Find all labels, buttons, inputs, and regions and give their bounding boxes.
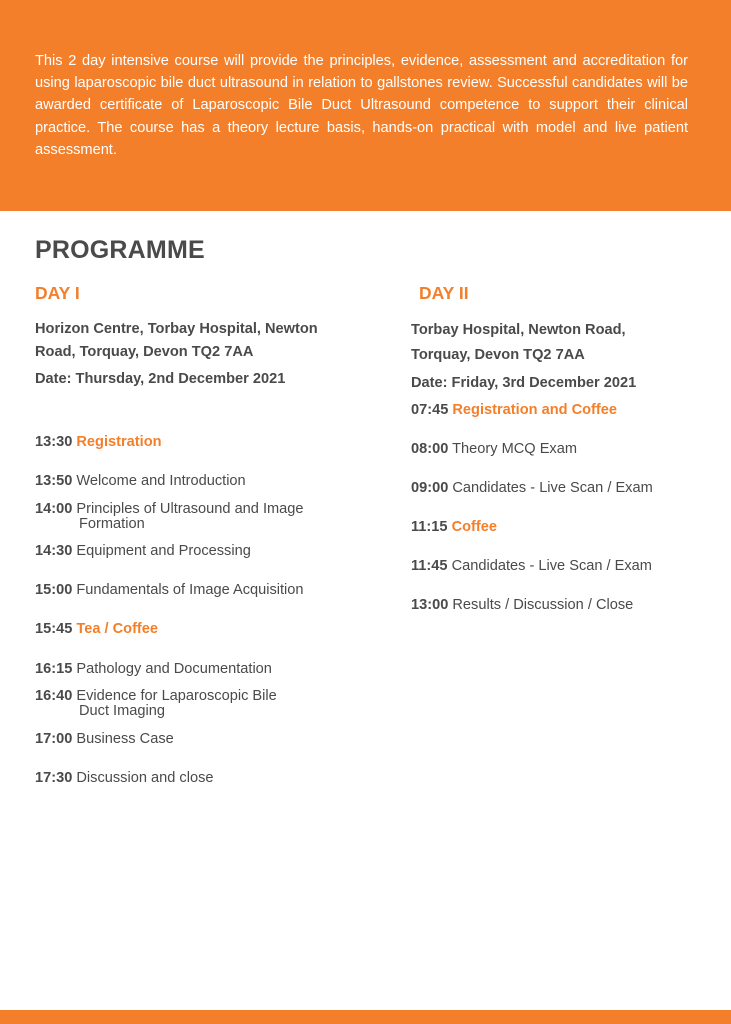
item-text: Discussion and close — [76, 770, 214, 786]
item-text: Candidates - Live Scan / Exam — [452, 480, 653, 496]
day1-item-welcome — [35, 474, 246, 489]
day2-item-results — [411, 598, 633, 613]
day1-item-principles — [35, 502, 304, 532]
day1-item-evidence — [35, 689, 277, 719]
item-text: Welcome and Introduction — [76, 473, 246, 489]
item-time: 14:00 — [35, 501, 73, 517]
item-text: Tea / Coffee — [76, 621, 159, 637]
day1-venue — [35, 318, 318, 364]
day1-item-business-case — [35, 732, 174, 747]
item-text: Pathology and Documentation — [76, 661, 272, 677]
item-time: 14:30 — [35, 543, 73, 559]
footer-bar — [0, 1010, 731, 1024]
item-time: 09:00 — [411, 480, 449, 496]
day1-venue-line2: Road, Torquay, Devon TQ2 7AA — [35, 344, 254, 360]
item-time: 15:45 — [35, 621, 73, 637]
day2-item-registration-coffee — [411, 403, 617, 418]
item-text: Business Case — [76, 731, 174, 747]
day1-title: DAY I — [35, 283, 80, 303]
item-text: Candidates - Live Scan / Exam — [451, 558, 652, 574]
item-time: 13:30 — [35, 434, 73, 450]
item-text-continued: Duct Imaging — [79, 703, 165, 719]
day2-venue-line2: Torquay, Devon TQ2 7AA — [411, 347, 585, 363]
item-time: 16:40 — [35, 688, 73, 704]
item-text-continued: Formation — [79, 516, 145, 532]
item-text: Results / Discussion / Close — [452, 597, 634, 613]
item-text: Coffee — [451, 519, 497, 535]
item-text: Registration and Coffee — [452, 402, 617, 418]
day2-date: Date: Friday, 3rd December 2021 — [411, 375, 637, 391]
day2-item-live-scan-1 — [411, 481, 653, 496]
day2-venue-line1: Torbay Hospital, Newton Road, — [411, 322, 626, 338]
day1-venue-line1: Horizon Centre, Torbay Hospital, Newton — [35, 321, 318, 337]
item-text: Registration — [76, 434, 162, 450]
day2-item-live-scan-2 — [411, 559, 652, 574]
item-text: Evidence for Laparoscopic Bile — [76, 688, 277, 704]
day1-item-registration — [35, 435, 162, 450]
day1-item-fundamentals — [35, 583, 304, 598]
item-text: Theory MCQ Exam — [452, 441, 578, 457]
day1-item-pathology — [35, 662, 272, 677]
item-time: 16:15 — [35, 661, 73, 677]
item-time: 13:00 — [411, 597, 449, 613]
day1-date: Date: Thursday, 2nd December 2021 — [35, 371, 286, 387]
day1-item-tea-coffee — [35, 622, 158, 637]
item-time: 07:45 — [411, 402, 449, 418]
course-description: This 2 day intensive course will provide the principles, evidence, assessment and accreditation for using laparoscopic bile duct ultrasound in relation to gallstones review. Successful candidates will be awarded certificate of Laparoscopic Bile Duct Ultrasound competence to support their clinical practice. The course has a theory lecture basis, hands-on practical with model and live patient assessment. — [35, 53, 688, 158]
day2-item-mcq-exam — [411, 442, 577, 457]
day2-title: DAY II — [419, 283, 469, 303]
day1-item-equipment — [35, 544, 251, 559]
item-text: Fundamentals of Image Acquisition — [76, 582, 304, 598]
item-text: Principles of Ultrasound and Image — [76, 501, 304, 517]
item-time: 11:45 — [411, 558, 448, 574]
day1-item-discussion — [35, 771, 213, 786]
item-time: 13:50 — [35, 473, 73, 489]
day2-item-coffee — [411, 520, 497, 535]
programme-title: PROGRAMME — [35, 236, 205, 264]
item-time: 17:30 — [35, 770, 73, 786]
item-time: 08:00 — [411, 441, 449, 457]
item-time: 15:00 — [35, 582, 73, 598]
item-time: 11:15 — [411, 519, 448, 535]
item-time: 17:00 — [35, 731, 73, 747]
day2-venue — [411, 318, 626, 368]
item-text: Equipment and Processing — [76, 543, 251, 559]
